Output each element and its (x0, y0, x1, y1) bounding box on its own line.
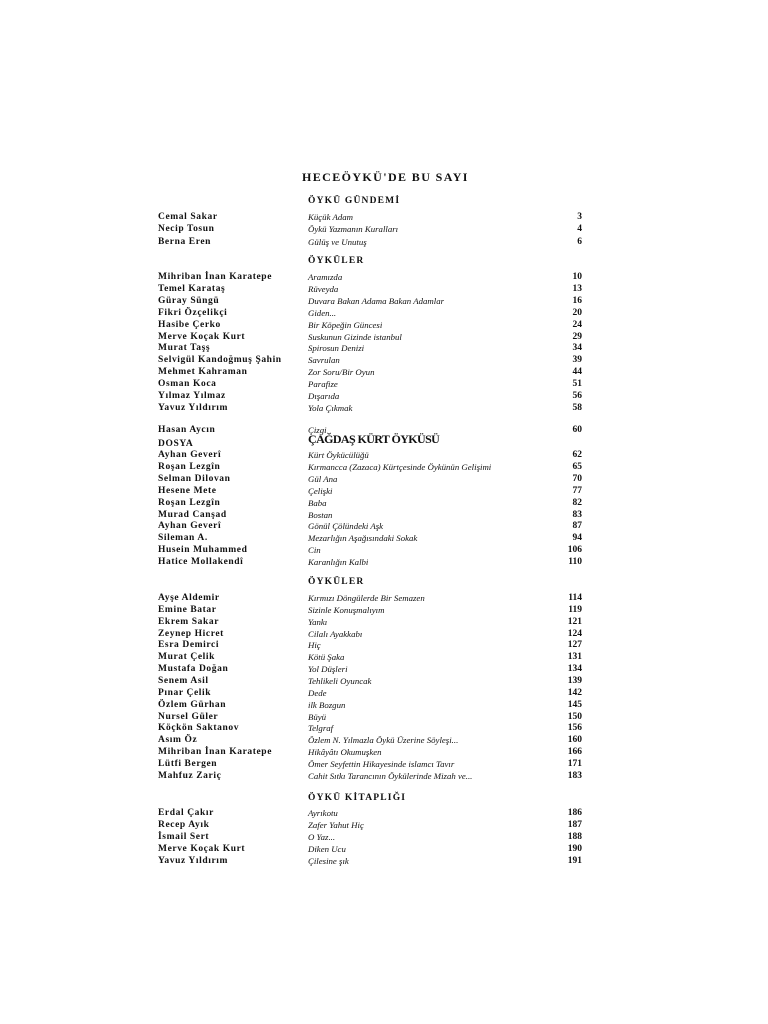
entry-title: Duvara Bakan Adama Bakan Adamlar (308, 295, 445, 306)
entry-author: Ayhan Geverî (158, 521, 222, 532)
toc-entry (158, 283, 582, 295)
entry-title: Zor Soru/Bir Oyun (308, 367, 375, 378)
entry-author: Lütfi Bergen (158, 758, 218, 769)
entry-author: Recep Ayık (158, 820, 210, 831)
entry-author: Cemal Sakar (158, 212, 218, 222)
entry-author: Murat Taşş (158, 343, 211, 354)
toc-entry (158, 473, 582, 485)
entry-title: Karanlığın Kalbi (308, 557, 369, 568)
entry-title: Baba (308, 497, 327, 508)
entry-author: Asım Öz (158, 735, 198, 746)
entry-page-number: 121 (567, 616, 582, 627)
entry-page-number: 188 (567, 832, 582, 843)
entry-title: Kötü Şaka (308, 652, 345, 663)
entry-page-number: 87 (572, 521, 582, 532)
entry-author: Merve Koçak Kurt (158, 331, 246, 342)
entry-author: Mahfuz Zariç (158, 770, 222, 781)
entry-page-number: 106 (567, 545, 582, 556)
toc-entry (158, 604, 582, 616)
entry-author: Roşan Lezgîn (158, 497, 221, 508)
entry-author: Mihriban İnan Karatepe (158, 272, 273, 282)
section-heading: ÇAĞDAŞ KÜRT ÖYKÜSÜ (308, 432, 440, 446)
entry-page-number: 16 (572, 295, 582, 306)
entry-page-number: 58 (572, 402, 582, 413)
entry-author: Nursel Güler (158, 711, 219, 722)
toc-entry (158, 497, 582, 509)
entry-title: Gönül Çölündeki Aşk (308, 521, 384, 532)
entry-title: Gülüş ve Unutuş (308, 236, 367, 247)
entry-title: Yol Düşleri (308, 664, 348, 675)
entry-author: Ayhan Geverî (158, 450, 222, 460)
entry-title: Dede (308, 687, 327, 698)
toc-entry (158, 319, 582, 331)
entry-page-number: 77 (572, 485, 582, 496)
toc-entry (158, 592, 582, 604)
toc-entry (158, 770, 582, 782)
entry-page-number: 142 (567, 687, 582, 698)
entry-title: Bir Köpeğin Güncesi (308, 319, 383, 330)
entry-author: Mihriban İnan Karatepe (158, 747, 273, 758)
section-label: DOSYA (158, 439, 194, 449)
entry-title: Savrulan (308, 355, 340, 366)
entry-title: Yola Çıkmak (308, 402, 353, 413)
entry-author: Merve Koçak Kurt (158, 844, 246, 855)
toc-entry (158, 651, 582, 663)
entry-title: Rüveyda (308, 283, 339, 294)
entry-title: Cilalı Ayakkabı (308, 628, 363, 639)
entry-author: Selman Dilovan (158, 473, 231, 484)
toc-entry (158, 236, 582, 248)
entry-author: Fikri Özçelikçi (158, 307, 228, 318)
toc-entry (158, 544, 582, 556)
entry-title: Çelişki (308, 485, 333, 496)
entry-page-number: 4 (577, 224, 582, 235)
toc-entry (158, 699, 582, 711)
entry-author: Yavuz Yıldırım (158, 402, 229, 413)
entry-author: Murad Canşad (158, 509, 227, 520)
entry-author: Selvigül Kandoğmuş Şahin (158, 355, 282, 366)
entry-author: İsmail Sert (158, 832, 210, 843)
entry-page-number: 187 (567, 820, 582, 831)
toc-entry (158, 628, 582, 640)
entry-author: Ayşe Aldemir (158, 593, 220, 603)
entry-title: Suskunun Gizinde istanbul (308, 331, 402, 342)
entry-author: Hesene Mete (158, 485, 217, 496)
entry-page-number: 82 (572, 497, 582, 508)
entry-author: Güray Süngü (158, 295, 220, 306)
entry-title: Zafer Yahut Hiç (308, 820, 364, 831)
toc-entry (158, 390, 582, 402)
toc-entry (158, 722, 582, 734)
toc-entry (158, 758, 582, 770)
entry-author: Hasan Aycın (158, 424, 216, 435)
entry-page-number: 150 (567, 711, 582, 722)
entry-author: Sileman A. (158, 533, 208, 544)
entry-title: Öykü Yazmanın Kuralları (308, 224, 399, 235)
toc-entry (158, 331, 582, 343)
entry-page-number: 183 (567, 770, 582, 781)
entry-author: Necip Tosun (158, 224, 215, 235)
toc-entry (158, 485, 582, 497)
entry-title: Çilesine şık (308, 856, 349, 867)
entry-page-number: 190 (567, 844, 582, 855)
toc-entry (158, 711, 582, 723)
toc-entry (158, 354, 582, 366)
entry-page-number: 134 (567, 664, 582, 675)
entry-author: Yılmaz Yılmaz (158, 391, 226, 401)
entry-title: Hiç (308, 640, 321, 651)
entry-title: Tehlikeli Oyuncak (308, 675, 372, 686)
toc-entry (158, 366, 582, 378)
toc-entry (158, 461, 582, 473)
toc-entry (158, 616, 582, 628)
toc-entry (158, 855, 582, 867)
toc-entry (158, 831, 582, 843)
entry-page-number: 110 (568, 557, 582, 568)
toc-entry (158, 807, 582, 819)
entry-page-number: 171 (567, 758, 582, 769)
toc-entry (158, 342, 582, 354)
entry-page-number: 160 (567, 735, 582, 746)
entry-author: Ekrem Sakar (158, 616, 220, 627)
entry-author: Husein Muhammed (158, 545, 248, 556)
toc-entry (158, 556, 582, 568)
entry-page-number: 70 (572, 473, 582, 484)
entry-page-number: 186 (567, 808, 582, 818)
entry-page-number: 131 (567, 652, 582, 663)
entry-title: Dışarıda (308, 391, 340, 401)
entry-title: Telgraf (308, 723, 334, 734)
entry-title: Cahit Sıtkı Tarancının Öykülerinde Mizah ve... (308, 770, 473, 781)
entry-title: Ömer Seyfettin Hikayesinde islamcı Tavır (308, 758, 455, 769)
toc-entry (158, 687, 582, 699)
entry-page-number: 156 (567, 723, 582, 734)
entry-author: Köçkön Saktanov (158, 723, 240, 734)
entry-title: Çizgi (308, 424, 327, 435)
entry-page-number: 10 (572, 272, 582, 282)
entry-author: Senem Asil (158, 675, 209, 686)
entry-title: Cin (308, 545, 321, 556)
entry-page-number: 56 (572, 391, 582, 401)
entry-author: Osman Koca (158, 379, 217, 390)
entry-page-number: 44 (572, 367, 582, 378)
entry-title: Bostan (308, 509, 333, 520)
entry-title: Hikâyâtı Okumuşken (308, 747, 382, 758)
entry-title: O Yaz... (308, 832, 336, 843)
entry-page-number: 6 (577, 236, 582, 247)
entry-page-number: 119 (568, 604, 582, 615)
toc-entry (158, 663, 582, 675)
entry-page-number: 94 (572, 533, 582, 544)
entry-title: Gül Ana (308, 473, 338, 484)
entry-title: Diken Ucu (308, 844, 346, 855)
entry-page-number: 166 (567, 747, 582, 758)
entry-page-number: 60 (572, 424, 582, 435)
entry-author: Mehmet Kahraman (158, 367, 248, 378)
entry-page-number: 29 (572, 331, 582, 342)
toc-entry (158, 520, 582, 532)
entry-title: ilk Bozgun (308, 699, 346, 710)
entry-author: Emine Batar (158, 604, 217, 615)
toc-entry (158, 675, 582, 687)
toc-entry (158, 211, 582, 223)
entry-page-number: 65 (572, 461, 582, 472)
entry-title: Giden... (308, 307, 337, 318)
entry-page-number: 24 (572, 319, 582, 330)
toc-entry (158, 449, 582, 461)
entry-author: Erdal Çakır (158, 808, 214, 818)
toc-entry (158, 746, 582, 758)
entry-author: Zeynep Hicret (158, 628, 224, 639)
entry-title: Sizinle Konuşmalıyım (308, 604, 385, 615)
entry-page-number: 34 (572, 343, 582, 354)
entry-page-number: 51 (572, 379, 582, 390)
entry-title: Kürt Öykücülüğü (308, 450, 369, 460)
entry-author: Hasibe Çerko (158, 319, 221, 330)
toc-entry (158, 639, 582, 651)
toc-entry (158, 819, 582, 831)
entry-page-number: 191 (567, 856, 582, 867)
entry-page-number: 20 (572, 307, 582, 318)
entry-author: Berna Eren (158, 236, 212, 247)
entry-title: Aramızda (308, 272, 343, 282)
entry-author: Hatice Mollakendî (158, 557, 244, 568)
toc-entry (158, 509, 582, 521)
entry-author: Pınar Çelik (158, 687, 212, 698)
entry-title: Özlem N. Yılmazla Öykü Üzerine Söyleşi... (308, 735, 459, 746)
section-heading: ÖYKÜ KİTAPLIĞI (308, 793, 407, 803)
entry-page-number: 83 (572, 509, 582, 520)
entry-title: Yankı (308, 616, 328, 627)
entry-title: Kırmancca (Zazaca) Kürtçesinde Öykünün Gelişimi (308, 461, 492, 472)
section-heading: ÖYKÜLER (308, 256, 365, 266)
entry-author: Mustafa Doğan (158, 664, 229, 675)
entry-page-number: 145 (567, 699, 582, 710)
toc-entry (158, 378, 582, 390)
entry-title: Parafize (308, 379, 338, 390)
toc-entry (158, 843, 582, 855)
section-heading: ÖYKÜLER (308, 577, 365, 587)
toc-entry (158, 271, 582, 283)
entry-page-number: 124 (567, 628, 582, 639)
entry-author: Esra Demirci (158, 640, 220, 651)
entry-page-number: 39 (572, 355, 582, 366)
entry-title: Küçük Adam (308, 212, 354, 222)
entry-author: Yavuz Yıldırım (158, 856, 229, 867)
entry-author: Murat Çelik (158, 652, 215, 663)
toc-entry (158, 307, 582, 319)
entry-page-number: 139 (567, 675, 582, 686)
entry-author: Roşan Lezgîn (158, 461, 221, 472)
entry-author: Temel Karataş (158, 283, 226, 294)
page-title: HECEÖYKÜ'DE BU SAYI (302, 170, 469, 184)
toc-entry (158, 532, 582, 544)
entry-title: Spirosun Denizi (308, 343, 365, 354)
entry-title: Ayrıkotu (308, 808, 338, 818)
entry-title: Büyü (308, 711, 327, 722)
toc-entry (158, 223, 582, 235)
section-heading: ÖYKÜ GÜNDEMİ (308, 196, 401, 206)
entry-page-number: 114 (568, 593, 582, 603)
toc-entry (158, 402, 582, 414)
entry-page-number: 62 (572, 450, 582, 460)
entry-title: Kırmızı Döngülerde Bir Semazen (308, 593, 425, 603)
entry-author: Özlem Gürhan (158, 699, 227, 710)
entry-page-number: 3 (577, 212, 582, 222)
entry-title: Mezarlığın Aşağısındaki Sokak (308, 533, 418, 544)
toc-entry (158, 295, 582, 307)
entry-page-number: 127 (567, 640, 582, 651)
toc-entry (158, 734, 582, 746)
entry-page-number: 13 (572, 283, 582, 294)
